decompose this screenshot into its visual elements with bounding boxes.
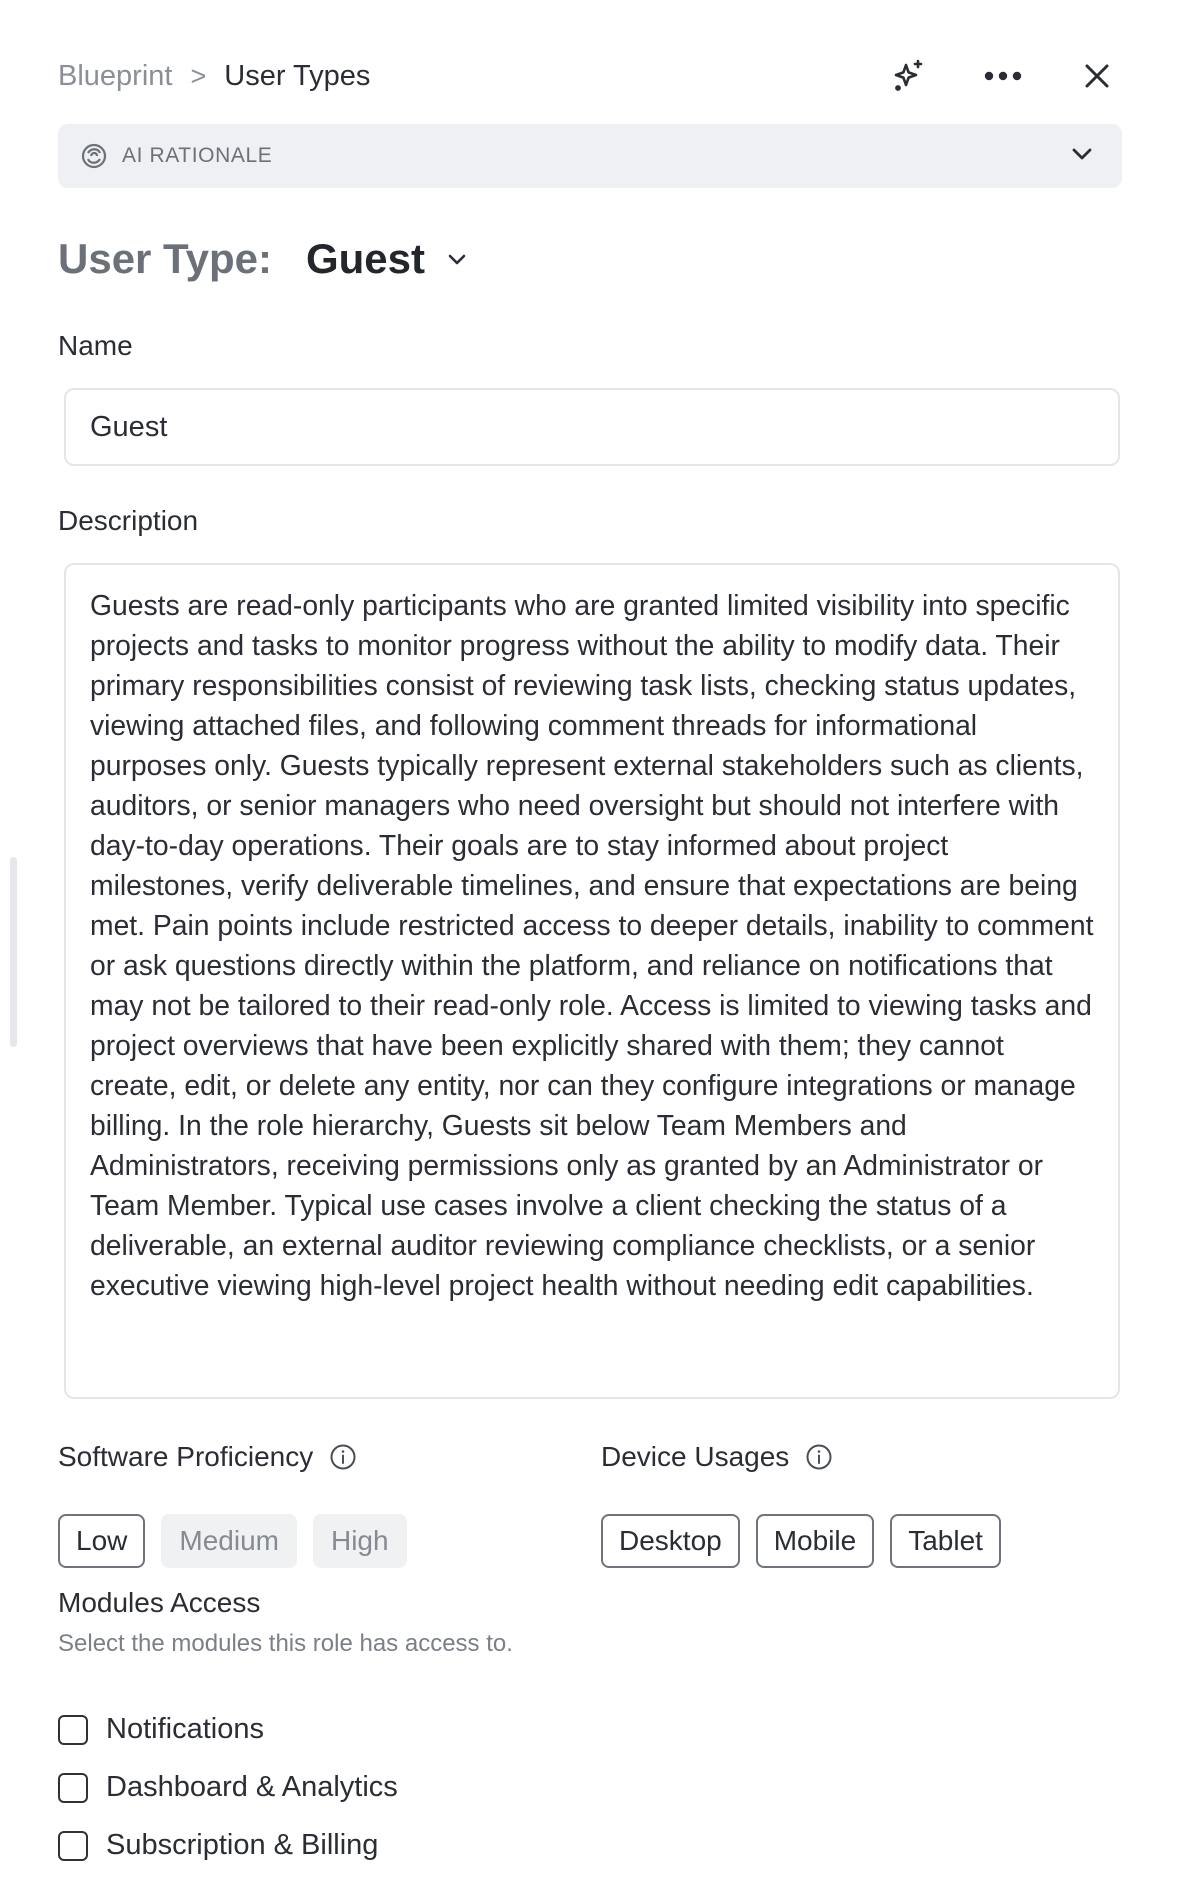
page-title <box>58 234 469 284</box>
breadcrumb-parent[interactable]: Blueprint <box>58 59 173 92</box>
chevron-down-icon[interactable] <box>445 248 469 277</box>
breadcrumb-separator: > <box>190 60 207 91</box>
close-icon[interactable] <box>1072 56 1122 96</box>
description-label: Description <box>58 505 199 536</box>
device-usages-label <box>601 1441 833 1473</box>
breadcrumb-current: User Types <box>224 59 371 92</box>
name-field[interactable] <box>64 388 1120 466</box>
openai-swirl-icon <box>80 142 108 170</box>
software-proficiency-label <box>58 1441 357 1473</box>
module-billing-row[interactable] <box>58 1829 378 1862</box>
software-proficiency-text: Software Proficiency <box>58 1441 314 1472</box>
module-billing-label[interactable]: Subscription & Billing <box>106 1829 379 1861</box>
proficiency-medium-chip[interactable]: Medium <box>161 1514 297 1568</box>
modules-access-label: Modules Access <box>58 1587 261 1618</box>
scrollbar-thumb[interactable] <box>10 857 17 1047</box>
device-usages-options <box>601 1514 1001 1568</box>
software-proficiency-options <box>58 1514 407 1568</box>
sparkle-icon[interactable] <box>884 56 934 96</box>
module-billing-checkbox[interactable] <box>58 1831 88 1861</box>
module-notifications-row[interactable] <box>58 1713 264 1746</box>
info-icon[interactable] <box>329 1443 357 1471</box>
proficiency-high-chip[interactable]: High <box>313 1514 407 1568</box>
name-label: Name <box>58 330 133 361</box>
device-desktop-chip[interactable]: Desktop <box>601 1514 740 1568</box>
description-textarea[interactable]: Guests are read-only participants who are granted limited visibility into specific projects and tasks to monitor progress without the ability to modify data. Their primary responsibilities consist of reviewing task lists, checking status updates, viewing attached files, and following comment threads for informational purposes only. Guests typically represent external stakeholders such as clients, auditors, or senior managers who need oversight but should not interfere with day-to-day operations. Their goals are to stay informed about project milestones, verify deliverable timelines, and ensure that expectations are being met. Pain points include restricted access to deeper details, inability to comment or ask questions directly within the platform, and reliance on notifications that may not be tailored to their read-only role. Access is limited to viewing tasks and project overviews that have been explicitly shared with them; they cannot create, edit, or delete any entity, nor can they configure integrations or manage billing. In the role hierarchy, Guests sit below Team Members and Administrators, receiving permissions only as granted by an Administrator or Team Member. Typical use cases involve a client checking the status of a deliverable, an external auditor reviewing compliance checklists, or a senior executive viewing high-level project health without needing edit capabilities. <box>64 563 1120 1399</box>
ai-rationale-label: AI RATIONALE <box>122 144 273 167</box>
module-dashboard-label[interactable]: Dashboard & Analytics <box>106 1771 398 1803</box>
device-mobile-chip[interactable]: Mobile <box>756 1514 874 1568</box>
panel-header <box>58 56 1122 96</box>
title-prefix: User Type: <box>58 235 272 282</box>
modules-access-subtitle: Select the modules this role has access to. <box>58 1630 513 1657</box>
ai-rationale-bar[interactable] <box>58 124 1122 188</box>
proficiency-low-chip[interactable]: Low <box>58 1514 145 1568</box>
module-notifications-checkbox[interactable] <box>58 1715 88 1745</box>
device-tablet-chip[interactable]: Tablet <box>890 1514 1001 1568</box>
module-dashboard-checkbox[interactable] <box>58 1773 88 1803</box>
header-actions <box>884 56 1122 96</box>
module-notifications-label[interactable]: Notifications <box>106 1713 264 1745</box>
user-type-selector[interactable]: Guest <box>305 235 425 282</box>
device-usages-text: Device Usages <box>601 1441 790 1472</box>
more-horizontal-icon[interactable] <box>978 56 1028 96</box>
info-icon[interactable] <box>805 1443 833 1471</box>
chevron-down-icon[interactable] <box>1070 142 1094 171</box>
module-dashboard-row[interactable] <box>58 1771 398 1804</box>
